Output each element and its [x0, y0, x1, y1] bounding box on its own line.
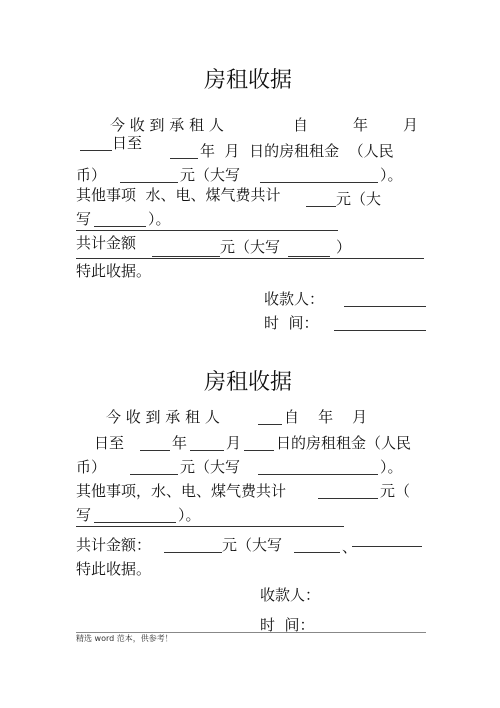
r1-blank-amount: [120, 182, 178, 183]
r2-blank-daxie2: [94, 522, 176, 523]
r2-blank-daxie: [258, 474, 378, 475]
r1-blank-total-daxie: [288, 256, 330, 257]
r1-payee-label: 收款人：: [264, 290, 325, 308]
r1-line2-rizhi: 日至: [112, 134, 143, 152]
footer-note: 精选 word 范本，供参考！: [76, 634, 173, 643]
receipt-1-title: 房租收据: [204, 68, 293, 93]
r1-line2-text: 年 月 日的房租租金 （人民: [200, 142, 394, 160]
r2-line6-total: 共计金额：: [76, 536, 152, 554]
r2-blank-amount: [130, 474, 178, 475]
r2-blank-tenant: [258, 424, 282, 425]
r1-blank-year: [170, 158, 198, 159]
r1-line6-total: 共计金额: [76, 234, 137, 252]
r1-line3-yuan: 元（大写: [180, 166, 241, 184]
r1-line6-yuan: 元（大写: [220, 238, 281, 256]
r2-blank-year: [140, 450, 170, 451]
r1-blank-daxie: [260, 182, 378, 183]
r2-line1-text: 今 收 到 承 租 人: [106, 408, 220, 426]
r1-payee-blank: [344, 306, 426, 307]
r1-line1-zi: 自: [293, 116, 309, 134]
r1-line3-bi: 币）: [76, 166, 107, 184]
r1-line6-end: ）: [336, 238, 352, 256]
receipt-2-title: 房租收据: [204, 370, 293, 395]
r1-blank-daxie2: [94, 226, 146, 227]
r2-line2-rizhi: 日至: [94, 434, 125, 452]
r2-blank-extra: [352, 546, 422, 547]
r2-line6-yuan: 元（大写: [222, 536, 283, 554]
r2-line4-yuan: 元（: [380, 482, 411, 500]
r2-line3-yuan: 元（大写: [180, 458, 241, 476]
r2-underline-row5: [76, 526, 344, 527]
r1-blank-utilities: [306, 206, 336, 207]
r2-payee-label: 收款人：: [260, 586, 321, 604]
r1-line5-end: ）。: [148, 210, 171, 228]
r1-blank-tenant: [80, 150, 112, 151]
r2-blank-month: [190, 450, 224, 451]
r2-line6-dun: 、: [342, 538, 358, 556]
r1-line4-other: 其他事项 水、电、煤气费共计: [76, 186, 281, 204]
r1-time-blank: [334, 330, 426, 331]
r2-time-label: 时 间：: [260, 616, 315, 634]
r1-line1-text: 今 收 到 承 租 人: [110, 116, 224, 134]
r1-time-label: 时 间：: [264, 314, 319, 332]
r1-line4-yuanda: 元（大: [336, 190, 382, 208]
r1-line7-closing: 特此收据。: [76, 262, 152, 280]
r2-blank-total: [164, 552, 222, 553]
r2-blank-utilities: [318, 498, 378, 499]
r2-blank-day: [244, 450, 274, 451]
r2-line3-bi: 币）: [76, 458, 107, 476]
r1-line3-end: ）。: [380, 166, 403, 184]
r1-line1-nian: 年: [353, 116, 369, 134]
r1-line5-xie: 写: [76, 210, 92, 228]
r2-line4-other: 其他事项，水、电、煤气费共计: [76, 482, 287, 500]
r2-line2-text: 日的房租租金（人民: [276, 434, 412, 452]
r1-underline-row5: [76, 230, 338, 231]
r2-blank-total-daxie: [294, 552, 340, 553]
r2-line2-nian: 年: [172, 434, 188, 452]
r2-line7-closing: 特此收据。: [76, 560, 152, 578]
r1-line1-yue: 月: [403, 116, 419, 134]
r2-line5-end: ）。: [178, 506, 201, 524]
r2-line1-date: 自 年 月: [284, 408, 368, 426]
r1-blank-total: [152, 256, 220, 257]
r1-underline-row6: [76, 258, 424, 259]
footer-rule: [76, 632, 426, 633]
r2-line5-xie: 写: [76, 506, 92, 524]
r2-line2-yue: 月: [226, 434, 242, 452]
r2-line3-end: ）。: [380, 458, 403, 476]
